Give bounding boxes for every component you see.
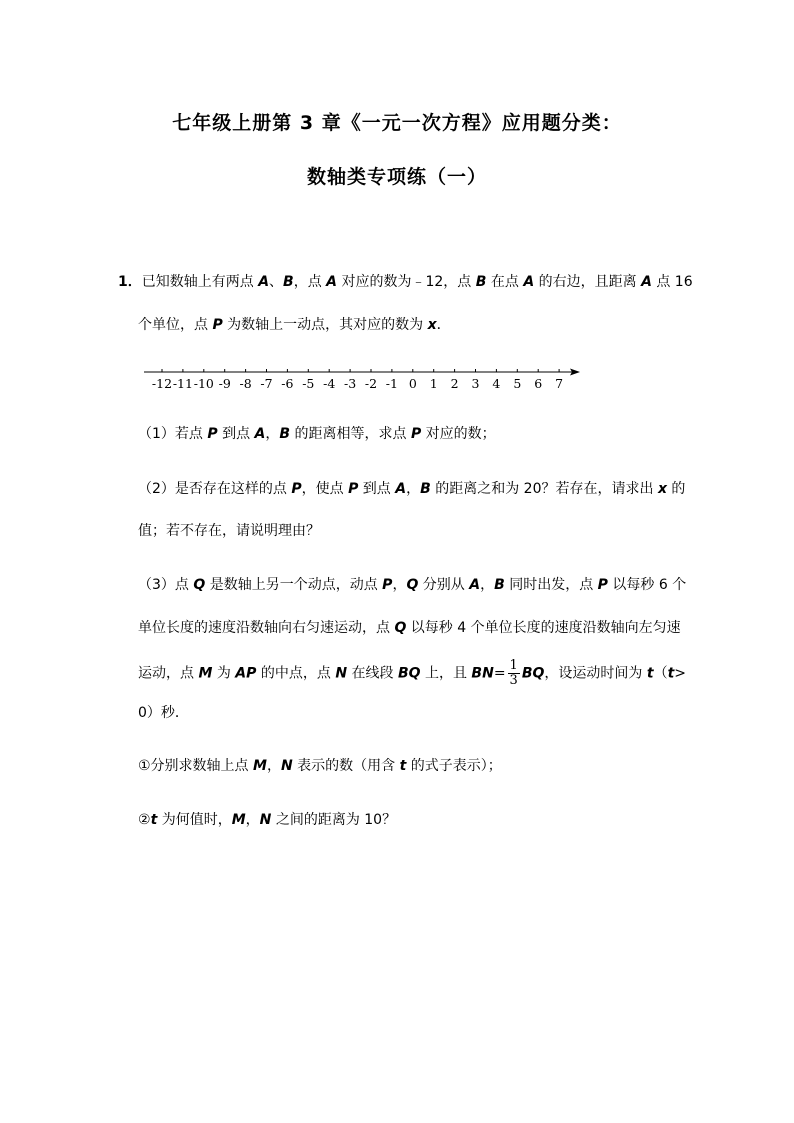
var-A: A (469, 577, 481, 593)
var-B: B (475, 274, 487, 290)
text: ， (406, 481, 421, 497)
number-line-tick-label: -10 (193, 376, 214, 391)
text: 的距离相等，求点 (290, 426, 411, 442)
var-t: t (667, 665, 675, 682)
text: ② (138, 812, 151, 828)
text: ①分别求数轴上点 (138, 758, 254, 774)
number-line-tick-label: 1 (429, 376, 438, 391)
var-P: P (597, 577, 608, 593)
var-x: x (657, 481, 667, 497)
number-line-tick-label: -8 (239, 376, 252, 391)
text: ， (480, 577, 495, 593)
number-line-tick-label: -1 (385, 376, 398, 391)
var-AP: AP (235, 665, 257, 682)
var-N: N (280, 758, 293, 774)
var-BN: BN (471, 665, 494, 682)
equals-sign: = (493, 665, 506, 682)
text: 0）秒． (138, 705, 189, 721)
var-BQ: BQ (397, 665, 421, 682)
text: 以每秒 6 个 (607, 577, 687, 593)
number-line-tick-label: 7 (555, 376, 564, 391)
var-N: N (259, 812, 272, 828)
var-A: A (326, 274, 338, 290)
number-line-tick-label: -4 (323, 376, 336, 391)
number-line-tick-label: -2 (364, 376, 378, 391)
var-A: A (258, 274, 270, 290)
question-3-line-4 (138, 703, 189, 723)
text: 个单位，点 (138, 317, 213, 333)
text: ， (265, 426, 280, 442)
text: 、 (269, 274, 284, 290)
var-P: P (207, 426, 218, 442)
page-subtitle: 数轴类专项练（一） (306, 166, 487, 188)
fraction-one-third (508, 659, 520, 688)
text: 点 16 (651, 274, 693, 290)
text: （3）点 (138, 577, 194, 593)
var-M: M (231, 812, 246, 828)
text: > (674, 665, 686, 682)
text: ， (392, 577, 407, 593)
number-line-tick-label: -12 (151, 376, 173, 391)
var-Q: Q (406, 577, 419, 593)
sub-question-2 (138, 810, 396, 830)
page-title: 七年级上册第 3 章《一元一次方程》应用题分类： (172, 112, 622, 134)
text: 以每秒 4 个单位长度的速度沿数轴向左匀速 (406, 620, 681, 636)
number-line-tick-label: 2 (450, 376, 459, 391)
question-3-line-2 (138, 618, 681, 638)
var-P: P (382, 577, 393, 593)
var-P: P (348, 481, 359, 497)
text: （2）是否存在这样的点 (138, 481, 292, 497)
text: 已知数轴上有两点 (141, 274, 259, 290)
text: ， (245, 812, 260, 828)
number-line-tick-label: 3 (471, 376, 480, 391)
text: ． (436, 317, 451, 333)
number-line-tick-label: -5 (302, 376, 315, 391)
var-M: M (198, 665, 213, 682)
text: 值；若不存在，请说明理由？ (138, 523, 320, 539)
text: 运动，点 (138, 665, 199, 682)
text: 是数轴上另一个动点，动点 (205, 577, 383, 593)
var-P: P (212, 317, 223, 333)
text: 的距离之和为 20？若存在，请求出 (430, 481, 658, 497)
text: 为 (212, 665, 236, 682)
text: 到点 (358, 481, 396, 497)
text: 在线段 (347, 665, 398, 682)
fraction-denominator: 3 (509, 673, 518, 688)
number-line-tick-label: 4 (492, 376, 501, 391)
text: ，使点 (301, 481, 349, 497)
number-line (140, 362, 590, 398)
var-B: B (420, 481, 431, 497)
text: 对应的数； (421, 426, 496, 442)
text: 分别从 (418, 577, 470, 593)
text: 单位长度的速度沿数轴向右匀速运动，点 (138, 620, 395, 636)
var-BQ: BQ (521, 665, 545, 682)
question-2-line-1 (138, 479, 685, 499)
text: 为何值时， (157, 812, 232, 828)
text: 的 (666, 481, 686, 497)
text: 在点 (486, 274, 524, 290)
sub-question-1 (138, 756, 502, 776)
text: 的式子表示）； (406, 758, 502, 774)
text: （ (653, 665, 668, 682)
var-t: t (646, 665, 654, 682)
question-1 (138, 424, 496, 444)
text: ，设运动时间为 (544, 665, 647, 682)
var-P: P (291, 481, 302, 497)
number-line-tick-label: -9 (218, 376, 231, 391)
var-Q: Q (193, 577, 206, 593)
fraction-numerator: 1 (509, 658, 518, 673)
var-A: A (523, 274, 535, 290)
number-line-tick-label: -11 (172, 376, 193, 391)
text: 之间的距离为 10？ (271, 812, 397, 828)
number-line-tick-label: 6 (534, 376, 543, 391)
text: 对应的数为﹣12，点 (337, 274, 476, 290)
var-M: M (253, 758, 267, 774)
problem-stem-line-1 (118, 272, 693, 292)
var-P: P (410, 426, 422, 442)
number-line-tick-label: 5 (513, 376, 522, 391)
var-x: x (427, 317, 437, 333)
problem-stem-line-2 (138, 315, 451, 335)
var-A: A (254, 426, 266, 442)
text: 到点 (217, 426, 255, 442)
text: ，点 (293, 274, 327, 290)
text: 为数轴上一动点，其对应的数为 (222, 317, 428, 333)
var-B: B (283, 274, 294, 290)
text: 表示的数（用含 (292, 758, 400, 774)
number-line-tick-label: 0 (408, 376, 417, 391)
var-A: A (641, 274, 652, 290)
number-line-tick-label: -3 (344, 376, 357, 391)
number-line-tick-label: -7 (260, 376, 273, 391)
var-N: N (335, 665, 348, 682)
text: 同时出发，点 (504, 577, 598, 593)
text: 的中点，点 (256, 665, 336, 682)
var-B: B (494, 577, 505, 593)
var-Q: Q (394, 620, 407, 636)
var-t: t (399, 758, 407, 774)
text: ， (266, 758, 281, 774)
question-3-line-1 (138, 575, 686, 595)
question-3-line-3 (138, 659, 686, 688)
text: 的右边，且距离 (534, 274, 642, 290)
var-t: t (150, 812, 158, 828)
problem-number: 1． (118, 274, 142, 290)
var-A: A (395, 481, 407, 497)
text: 上，且 (420, 665, 472, 682)
question-2-line-2 (138, 521, 320, 541)
var-B: B (279, 426, 291, 442)
text: （1）若点 (138, 426, 208, 442)
number-line-tick-label: -6 (281, 376, 294, 391)
